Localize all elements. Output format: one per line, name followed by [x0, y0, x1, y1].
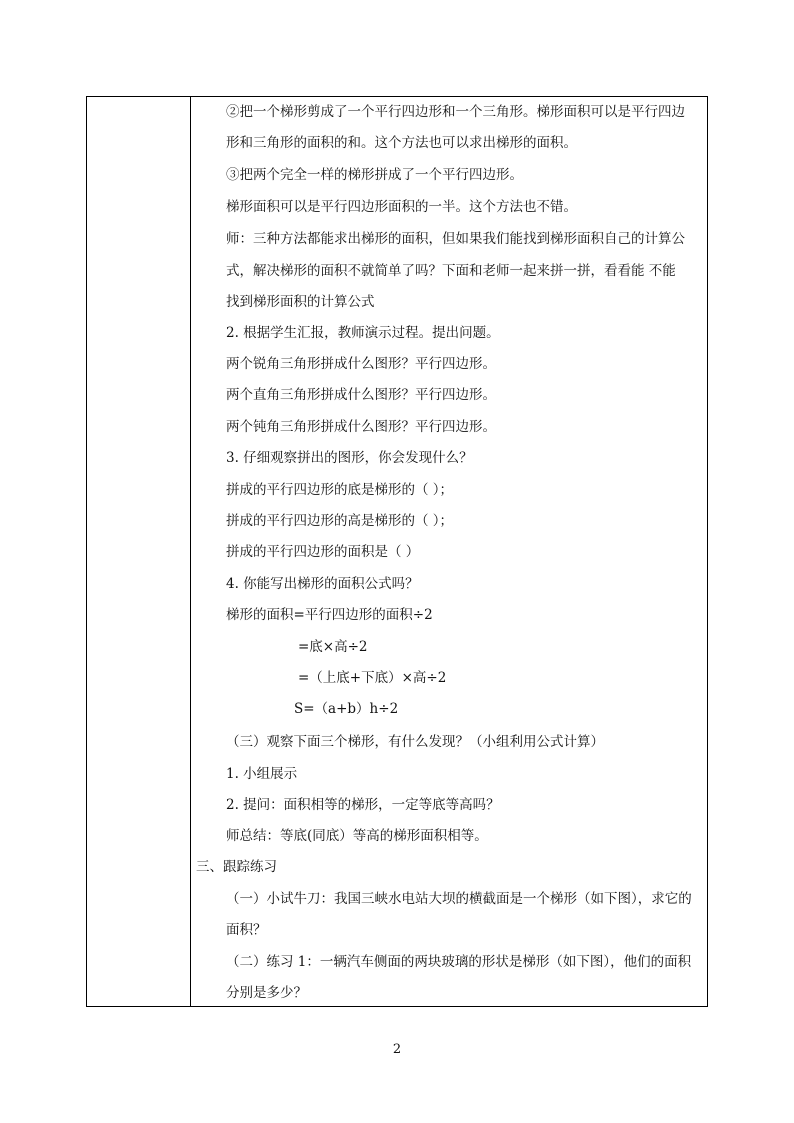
text-line: 2. 根据学生汇报，教师演示过程。提出问题。 [226, 325, 500, 341]
text-line: 3. 仔细观察拼出的图形，你会发现什么？ [226, 450, 473, 466]
text-line: 两个钝角三角形拼成什么图形？平行四边形。 [226, 419, 496, 435]
text-line: ③把两个完全一样的梯形拼成了一个平行四边形。 [226, 167, 523, 183]
column-divider [190, 97, 191, 1006]
text-line: 师总结：等底(同底）等高的梯形面积相等。 [226, 828, 488, 844]
text-line: 1. 小组展示 [226, 766, 298, 782]
page-number: 2 [392, 1042, 402, 1057]
text-line: 拼成的平行四边形的高是梯形的（ ）； [226, 513, 454, 529]
text-line: ②把一个梯形剪成了一个平行四边形和一个三角形。梯形面积可以是平行四边 [226, 104, 685, 120]
text-line: 拼成的平行四边形的面积是（ ） [226, 544, 420, 560]
text-line: 4. 你能写出梯形的面积公式吗？ [226, 576, 419, 592]
text-line: （三）观察下面三个梯形，有什么发现？（小组利用公式计算） [226, 734, 604, 750]
formula-line: 梯形的面积=平行四边形的面积÷2 [226, 607, 433, 623]
text-line: 式，解决梯形的面积不就简单了吗？下面和老师一起来拼一拼，看看能 不能 [226, 263, 676, 279]
formula-line: =（上底+下底）×高÷2 [298, 670, 447, 686]
text-line: （二）练习 1：一辆汽车侧面的两块玻璃的形状是梯形（如下图），他们的面积 [226, 954, 692, 970]
text-line: 两个直角三角形拼成什么图形？平行四边形。 [226, 387, 496, 403]
text-line: 分别是多少？ [226, 985, 307, 1001]
text-line: 找到梯形面积的计算公式 [226, 294, 375, 310]
text-line: 两个锐角三角形拼成什么图形？平行四边形。 [226, 356, 496, 372]
formula-line: =底×高÷2 [298, 639, 368, 655]
text-line: 面积？ [226, 922, 267, 938]
section-heading: 三、跟踪练习 [196, 859, 277, 875]
text-line: 形和三角形的面积的和。这个方法也可以求出梯形的面积。 [226, 135, 577, 151]
text-line: （一）小试牛刀：我国三峡水电站大坝的横截面是一个梯形（如下图），求它的 [226, 891, 692, 907]
text-line: 2. 提问：面积相等的梯形，一定等底等高吗？ [226, 797, 500, 813]
formula-line: S=（a+b）h÷2 [294, 701, 399, 717]
text-line: 师：三种方法都能求出梯形的面积，但如果我们能找到梯形面积自己的计算公 [226, 231, 685, 247]
text-line: 拼成的平行四边形的底是梯形的（ ）； [226, 482, 454, 498]
text-line: 梯形面积可以是平行四边形面积的一半。这个方法也不错。 [226, 199, 577, 215]
